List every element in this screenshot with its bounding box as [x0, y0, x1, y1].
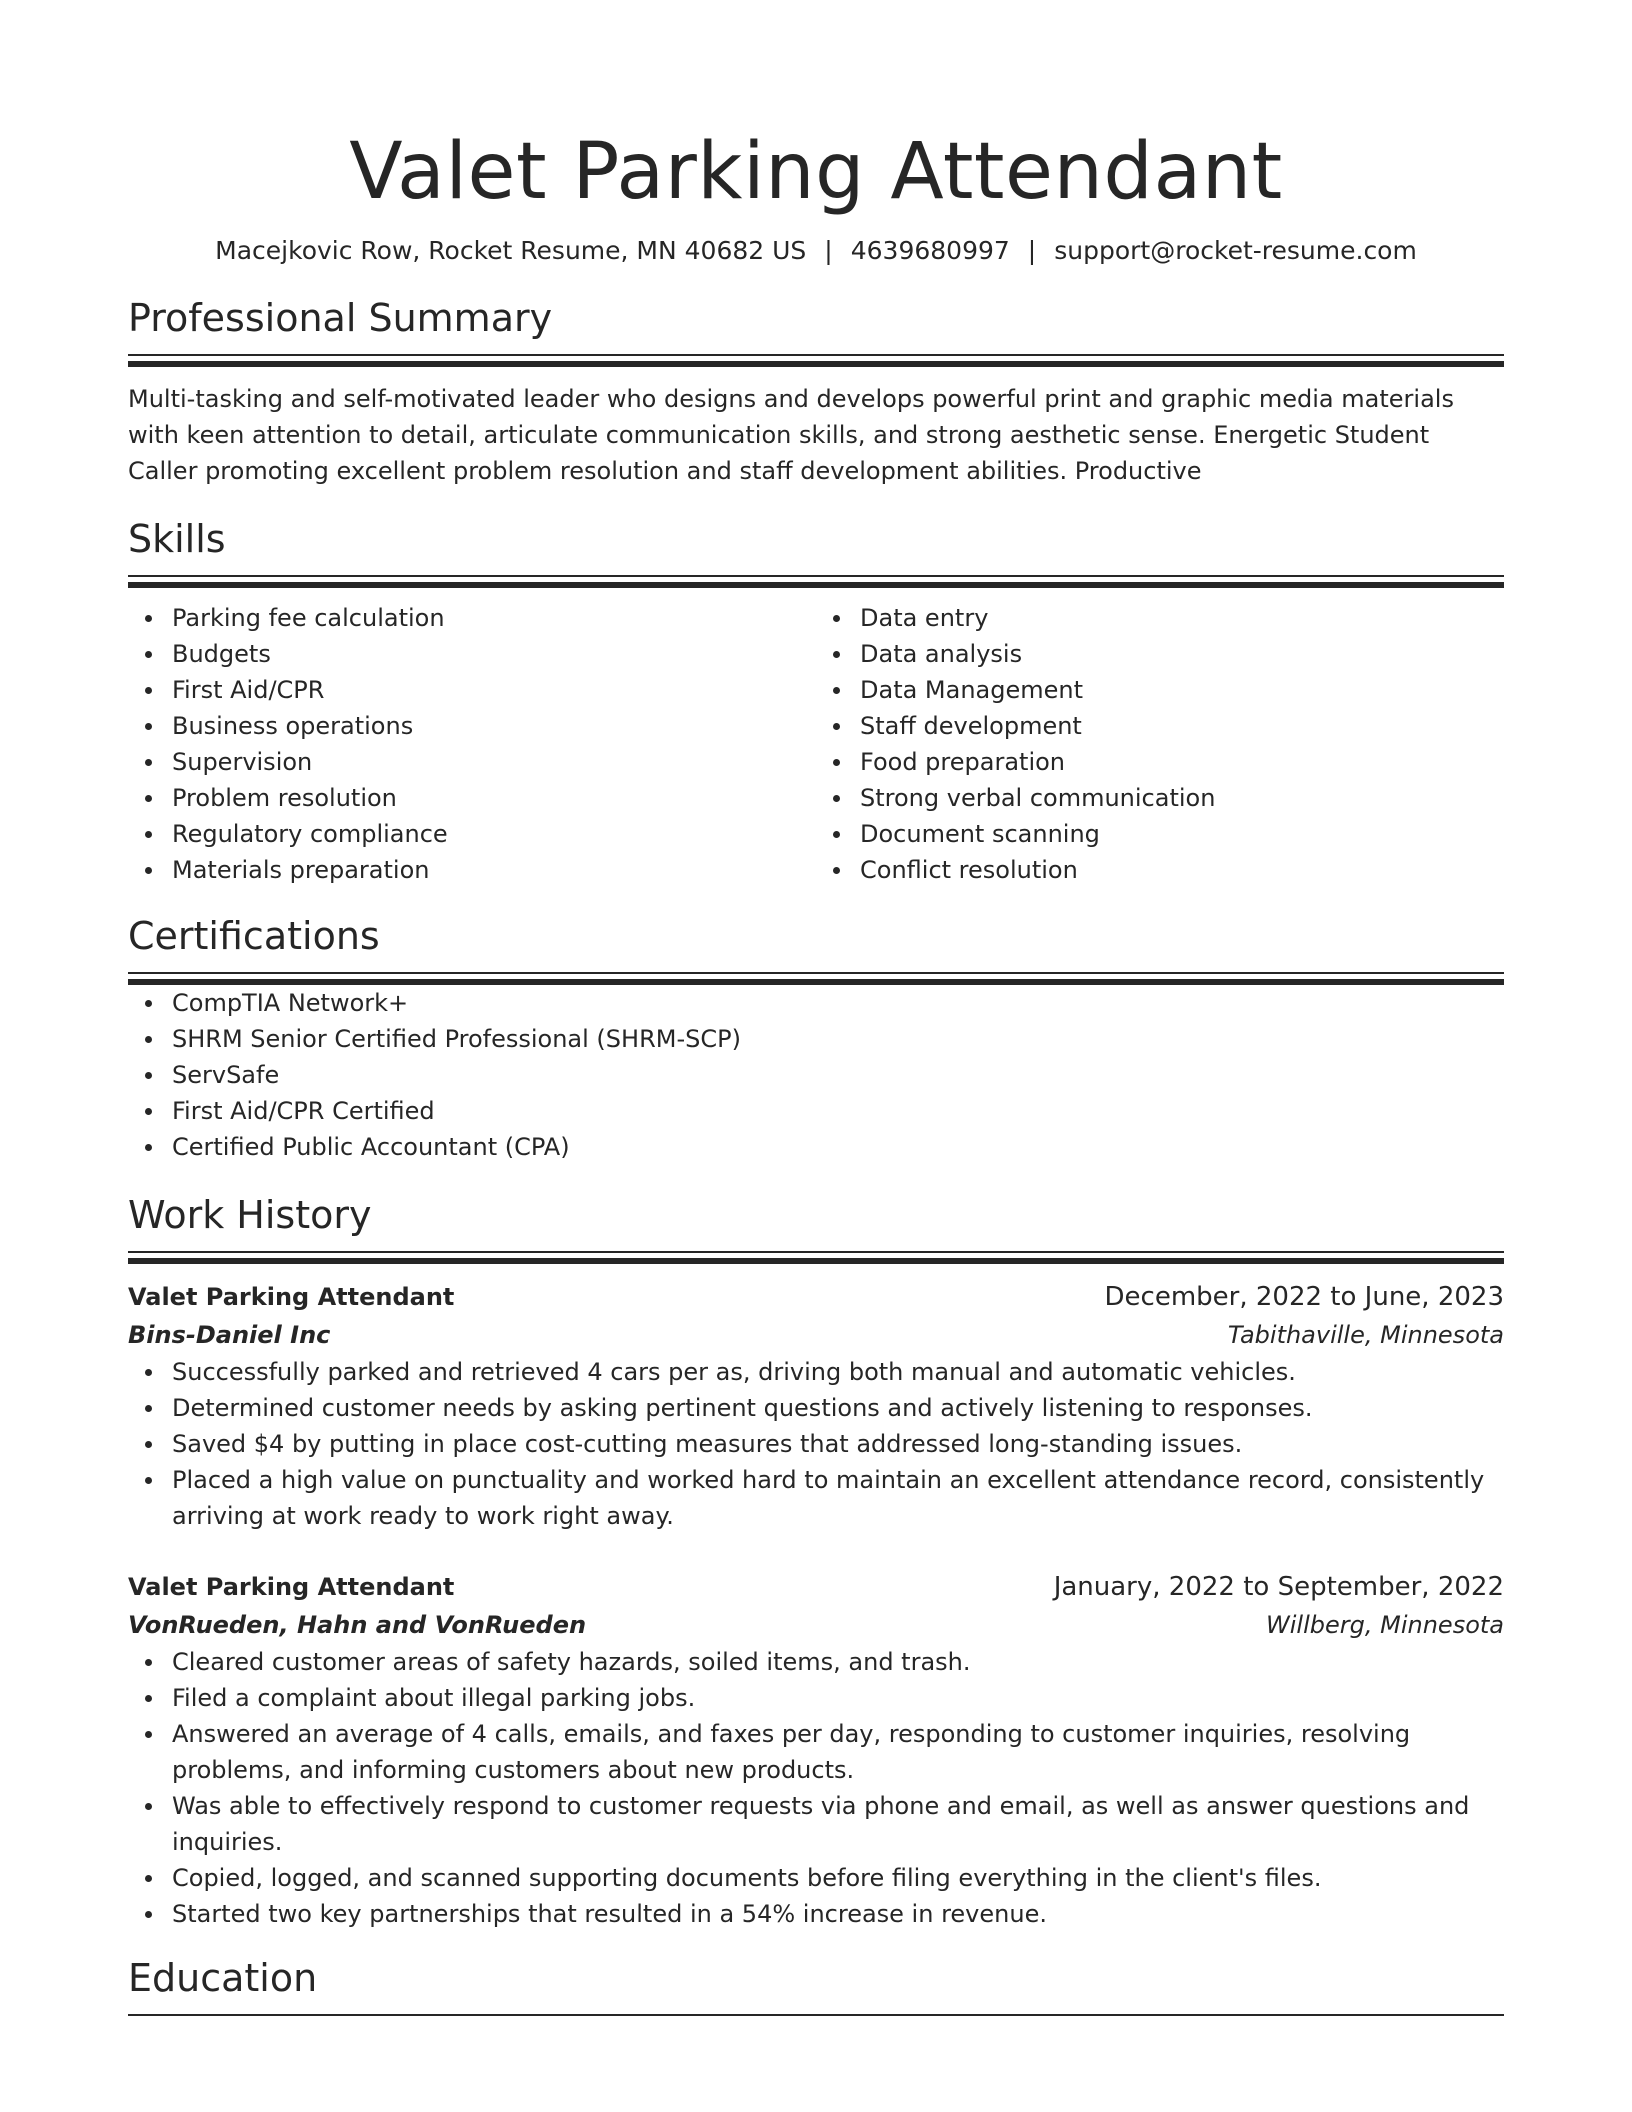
contact-address: Macejkovic Row, Rocket Resume, MN 40682 US: [215, 236, 807, 265]
section-rule-thick: [128, 1258, 1504, 1264]
skills-list-left: [128, 600, 816, 888]
job-bullet: Started two key partnerships that resulted in a 54% increase in revenue.: [172, 1896, 1504, 1932]
contact-line: [128, 232, 1504, 270]
job-location: Willberg, Minnesota: [1266, 1611, 1504, 1639]
section-rule: [128, 354, 1504, 356]
summary-section: [128, 294, 1504, 489]
section-title-summary: Professional Summary: [128, 296, 553, 340]
job-bullets: [128, 1644, 1504, 1932]
certification-item: First Aid/CPR Certified: [172, 1093, 1504, 1129]
certifications-list: [128, 985, 1504, 1165]
certification-item: CompTIA Network+: [172, 985, 1504, 1021]
skill-item: Budgets: [172, 636, 816, 672]
skill-item: Parking fee calculation: [172, 600, 816, 636]
work-history-section: [128, 1191, 1504, 1932]
contact-email: support@rocket-resume.com: [1054, 236, 1417, 265]
section-title-education: Education: [128, 1956, 318, 2000]
job-bullet: Cleared customer areas of safety hazards, soiled items, and trash.: [172, 1644, 1504, 1680]
job-title: Valet Parking Attendant: [128, 1283, 455, 1311]
job-company: VonRueden, Hahn and VonRueden: [128, 1611, 587, 1639]
skill-item: Problem resolution: [172, 780, 816, 816]
job-dates: January, 2022 to September, 2022: [1053, 1572, 1504, 1602]
job-bullet: Copied, logged, and scanned supporting documents before filing everything in the client's files.: [172, 1860, 1504, 1896]
skill-item: Strong verbal communication: [860, 780, 1504, 816]
certification-item: ServSafe: [172, 1057, 1504, 1093]
job-bullet: Placed a high value on punctuality and worked hard to maintain an excellent attendance record, consistently arriving at work ready to work right away.: [172, 1462, 1504, 1534]
contact-separator: |: [824, 236, 833, 265]
skills-section: [128, 515, 1504, 888]
job-dates: December, 2022 to June, 2023: [1104, 1282, 1504, 1312]
section-title-work-history: Work History: [128, 1193, 372, 1237]
contact-phone: 4639680997: [850, 236, 1010, 265]
resume-page: [128, 0, 1504, 2016]
job-bullet: Successfully parked and retrieved 4 cars per as, driving both manual and automatic vehicles.: [172, 1354, 1504, 1390]
certification-item: SHRM Senior Certified Professional (SHRM-SCP): [172, 1021, 1504, 1057]
section-title-certifications: Certifications: [128, 914, 380, 958]
skill-item: Business operations: [172, 708, 816, 744]
education-section: [128, 1954, 1504, 2016]
section-rule: [128, 972, 1504, 974]
section-rule: [128, 1251, 1504, 1253]
job-header: [128, 1568, 1504, 1606]
skill-item: Data entry: [860, 600, 1504, 636]
job-bullets: [128, 1354, 1504, 1534]
job-bullet: Answered an average of 4 calls, emails, and faxes per day, responding to customer inquiries, resolving problems, and informing customers about new products.: [172, 1716, 1504, 1788]
skills-grid: [128, 600, 1504, 888]
skill-item: First Aid/CPR: [172, 672, 816, 708]
skills-list-right: [816, 600, 1504, 888]
skill-item: Document scanning: [860, 816, 1504, 852]
job-location: Tabithaville, Minnesota: [1227, 1321, 1504, 1349]
job-company: Bins-Daniel Inc: [128, 1321, 331, 1349]
certification-item: Certified Public Accountant (CPA): [172, 1129, 1504, 1165]
skill-item: Conflict resolution: [860, 852, 1504, 888]
skill-item: Materials preparation: [172, 852, 816, 888]
section-rule-thick: [128, 361, 1504, 367]
job-header: [128, 1278, 1504, 1316]
resume-name: Valet Parking Attendant: [349, 127, 1283, 217]
section-rule: [128, 2014, 1504, 2016]
job-entry: [128, 1568, 1504, 1932]
job-bullet: Filed a complaint about illegal parking jobs.: [172, 1680, 1504, 1716]
section-rule-thick: [128, 582, 1504, 588]
job-subheader: [128, 1316, 1504, 1354]
job-bullet: Determined customer needs by asking pertinent questions and actively listening to responses.: [172, 1390, 1504, 1426]
certifications-section: [128, 912, 1504, 1165]
skill-item: Supervision: [172, 744, 816, 780]
skill-item: Regulatory compliance: [172, 816, 816, 852]
job-entry: [128, 1278, 1504, 1534]
contact-separator: |: [1027, 236, 1037, 265]
skill-item: Data Management: [860, 672, 1504, 708]
section-rule: [128, 575, 1504, 577]
skill-item: Data analysis: [860, 636, 1504, 672]
skill-item: Food preparation: [860, 744, 1504, 780]
summary-text: Multi-tasking and self-motivated leader who designs and develops powerful print and graphic media materials with keen attention to detail, articulate communication skills, and strong aesthetic sense. Energetic Student Caller promoting excellent problem resolution and staff development abilities. Productive: [128, 385, 1454, 485]
job-bullet: Was able to effectively respond to customer requests via phone and email, as well as answer questions and inquiries.: [172, 1788, 1504, 1860]
job-title: Valet Parking Attendant: [128, 1573, 455, 1601]
section-title-skills: Skills: [128, 517, 226, 561]
job-subheader: [128, 1606, 1504, 1644]
job-bullet: Saved $4 by putting in place cost-cutting measures that addressed long-standing issues.: [172, 1426, 1504, 1462]
skill-item: Staff development: [860, 708, 1504, 744]
